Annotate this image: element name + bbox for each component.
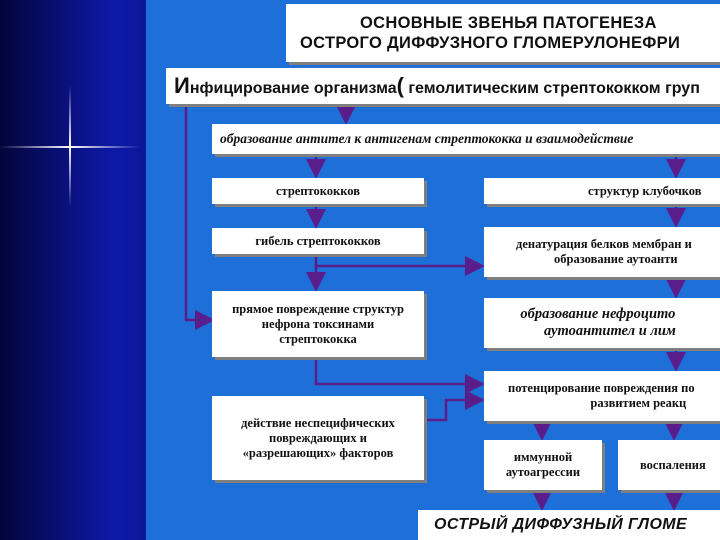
infection-initial: И bbox=[174, 73, 190, 98]
nonspecific-factors-box bbox=[212, 396, 424, 480]
direct-line-3: стрептококка bbox=[279, 331, 357, 346]
potent-line-2: развитием реакц bbox=[590, 396, 687, 410]
infection-rest: гемолитическим стрептококком груп bbox=[403, 80, 700, 97]
nonspec-line-1: действие неспецифических bbox=[241, 415, 395, 430]
nephrocytotoxic-box bbox=[484, 298, 720, 348]
arrow-nonspec-to-potent bbox=[424, 400, 480, 420]
direct-line-1: прямое повреждение структур bbox=[232, 301, 404, 316]
slide-title bbox=[286, 4, 720, 62]
infection-paren: ( bbox=[396, 73, 404, 98]
antibody-box: образование антител к антигенам стрептококка и взаимодействие bbox=[212, 124, 720, 154]
arrow-to-denat bbox=[316, 266, 480, 268]
direct-line-2: нефрона токсинами bbox=[261, 316, 375, 331]
title-line-2: ОСТРОГО ДИФФУЗНОГО ГЛОМЕРУЛОНЕФРИ bbox=[300, 34, 681, 52]
inflammation-box: воспаления bbox=[618, 440, 720, 490]
final-diagnosis-box: ОСТРЫЙ ДИФФУЗНЫЙ ГЛОМЕ bbox=[418, 510, 720, 540]
denat-line-1: денатурация белков мембран и bbox=[516, 237, 692, 251]
immune-aggression-box bbox=[484, 440, 602, 490]
immune-line-1: иммунной bbox=[513, 450, 573, 464]
strep-box: стрептококков bbox=[212, 178, 424, 204]
infection-box bbox=[166, 68, 720, 104]
potentiation-box bbox=[484, 371, 720, 421]
nonspec-line-3: «разрешающих» факторов bbox=[242, 445, 394, 460]
arrow-infection-to-direct bbox=[186, 104, 210, 320]
glomerular-structures-box: структур клубочков bbox=[484, 178, 720, 204]
sparkle-star-icon bbox=[0, 0, 146, 300]
diagram-area bbox=[146, 0, 720, 540]
nephro-line-2: аутоантител и лим bbox=[544, 323, 676, 339]
direct-damage-box bbox=[212, 291, 424, 357]
denat-line-2: образование аутоанти bbox=[554, 252, 678, 266]
title-line-1: ОСНОВНЫЕ ЗВЕНЬЯ ПАТОГЕНЕЗА bbox=[360, 14, 657, 32]
nephro-line-1: образование нефроцито bbox=[520, 306, 676, 322]
strep-death-box: гибель стрептококков bbox=[212, 228, 424, 254]
immune-line-2: аутоагрессии bbox=[505, 465, 581, 479]
arrow-direct-to-potent bbox=[316, 357, 480, 384]
potent-line-1: потенцирование повреждения по bbox=[508, 381, 695, 395]
nonspec-line-2: повреждающих и bbox=[269, 430, 367, 445]
infection-text: нфицирование организма bbox=[189, 80, 397, 97]
denaturation-box bbox=[484, 227, 720, 277]
